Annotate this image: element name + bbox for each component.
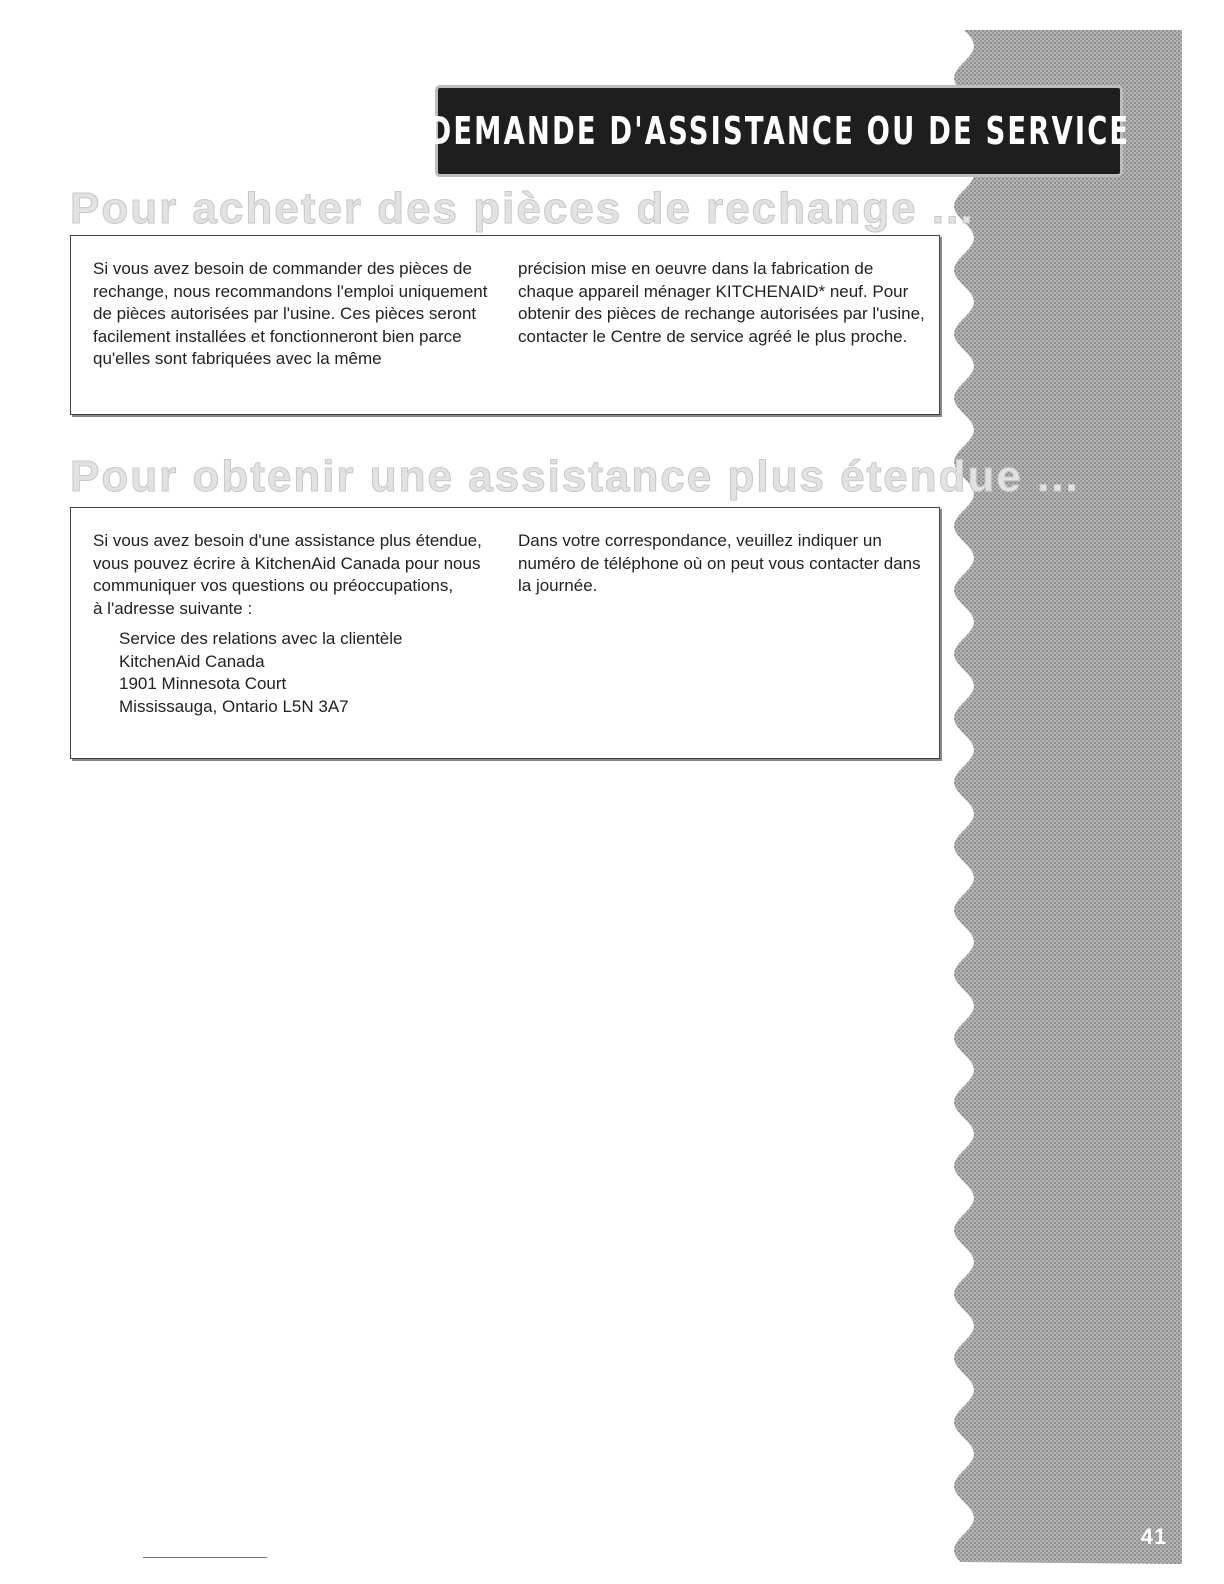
page-number: 41 <box>1140 1524 1168 1549</box>
side-decorative-band <box>950 30 1182 1564</box>
banner <box>428 88 1130 174</box>
extended-assistance-address-intro: à l'adresse suivante : <box>93 598 253 618</box>
mailing-address <box>119 628 493 718</box>
address-line: Mississauga, Ontario L5N 3A7 <box>119 696 349 716</box>
address-line: Service des relations avec la clientèle <box>119 629 403 648</box>
extended-assistance-box <box>70 507 940 759</box>
address-line: 1901 Minnesota Court <box>119 674 287 693</box>
section-heading-extended-assistance: Pour obtenir une assistance plus étendue ... <box>70 452 1080 501</box>
extended-assistance-left-column <box>93 530 493 718</box>
replacement-parts-box <box>70 235 940 415</box>
replacement-parts-right-text: précision mise en oeuvre dans la fabrication de chaque appareil ménager KITCHENAID* neuf. Pour obtenir des pièces de rechange autorisées par l'usine, contacter le Centre de service agréé le plus proche. <box>518 259 925 346</box>
address-line: KitchenAid Canada <box>119 651 265 671</box>
banner-title: DEMANDE D'ASSISTANCE OU DE SERVICE <box>428 109 1130 153</box>
replacement-parts-right-column <box>518 258 928 348</box>
extended-assistance-left-text: Si vous avez besoin d'une assistance plus étendue, vous pouvez écrire à KitchenAid Canada pour nous communiquer vos questions ou préoccupations, <box>93 531 482 595</box>
extended-assistance-right-column <box>518 530 928 598</box>
footer-rule <box>143 1557 267 1558</box>
section-heading-replacement-parts: Pour acheter des pièces de rechange ... <box>70 184 975 233</box>
replacement-parts-left-text: Si vous avez besoin de commander des pièces de rechange, nous recommandons l'emploi uniquement de pièces autorisées par l'usine. Ces pièces seront facilement installées et fonctionneront bien parce qu'elles sont fabriquées avec la même <box>93 259 488 368</box>
extended-assistance-right-text: Dans votre correspondance, veuillez indiquer un numéro de téléphone où on peut vous contacter dans la journée. <box>518 531 921 595</box>
replacement-parts-left-column <box>93 258 493 371</box>
